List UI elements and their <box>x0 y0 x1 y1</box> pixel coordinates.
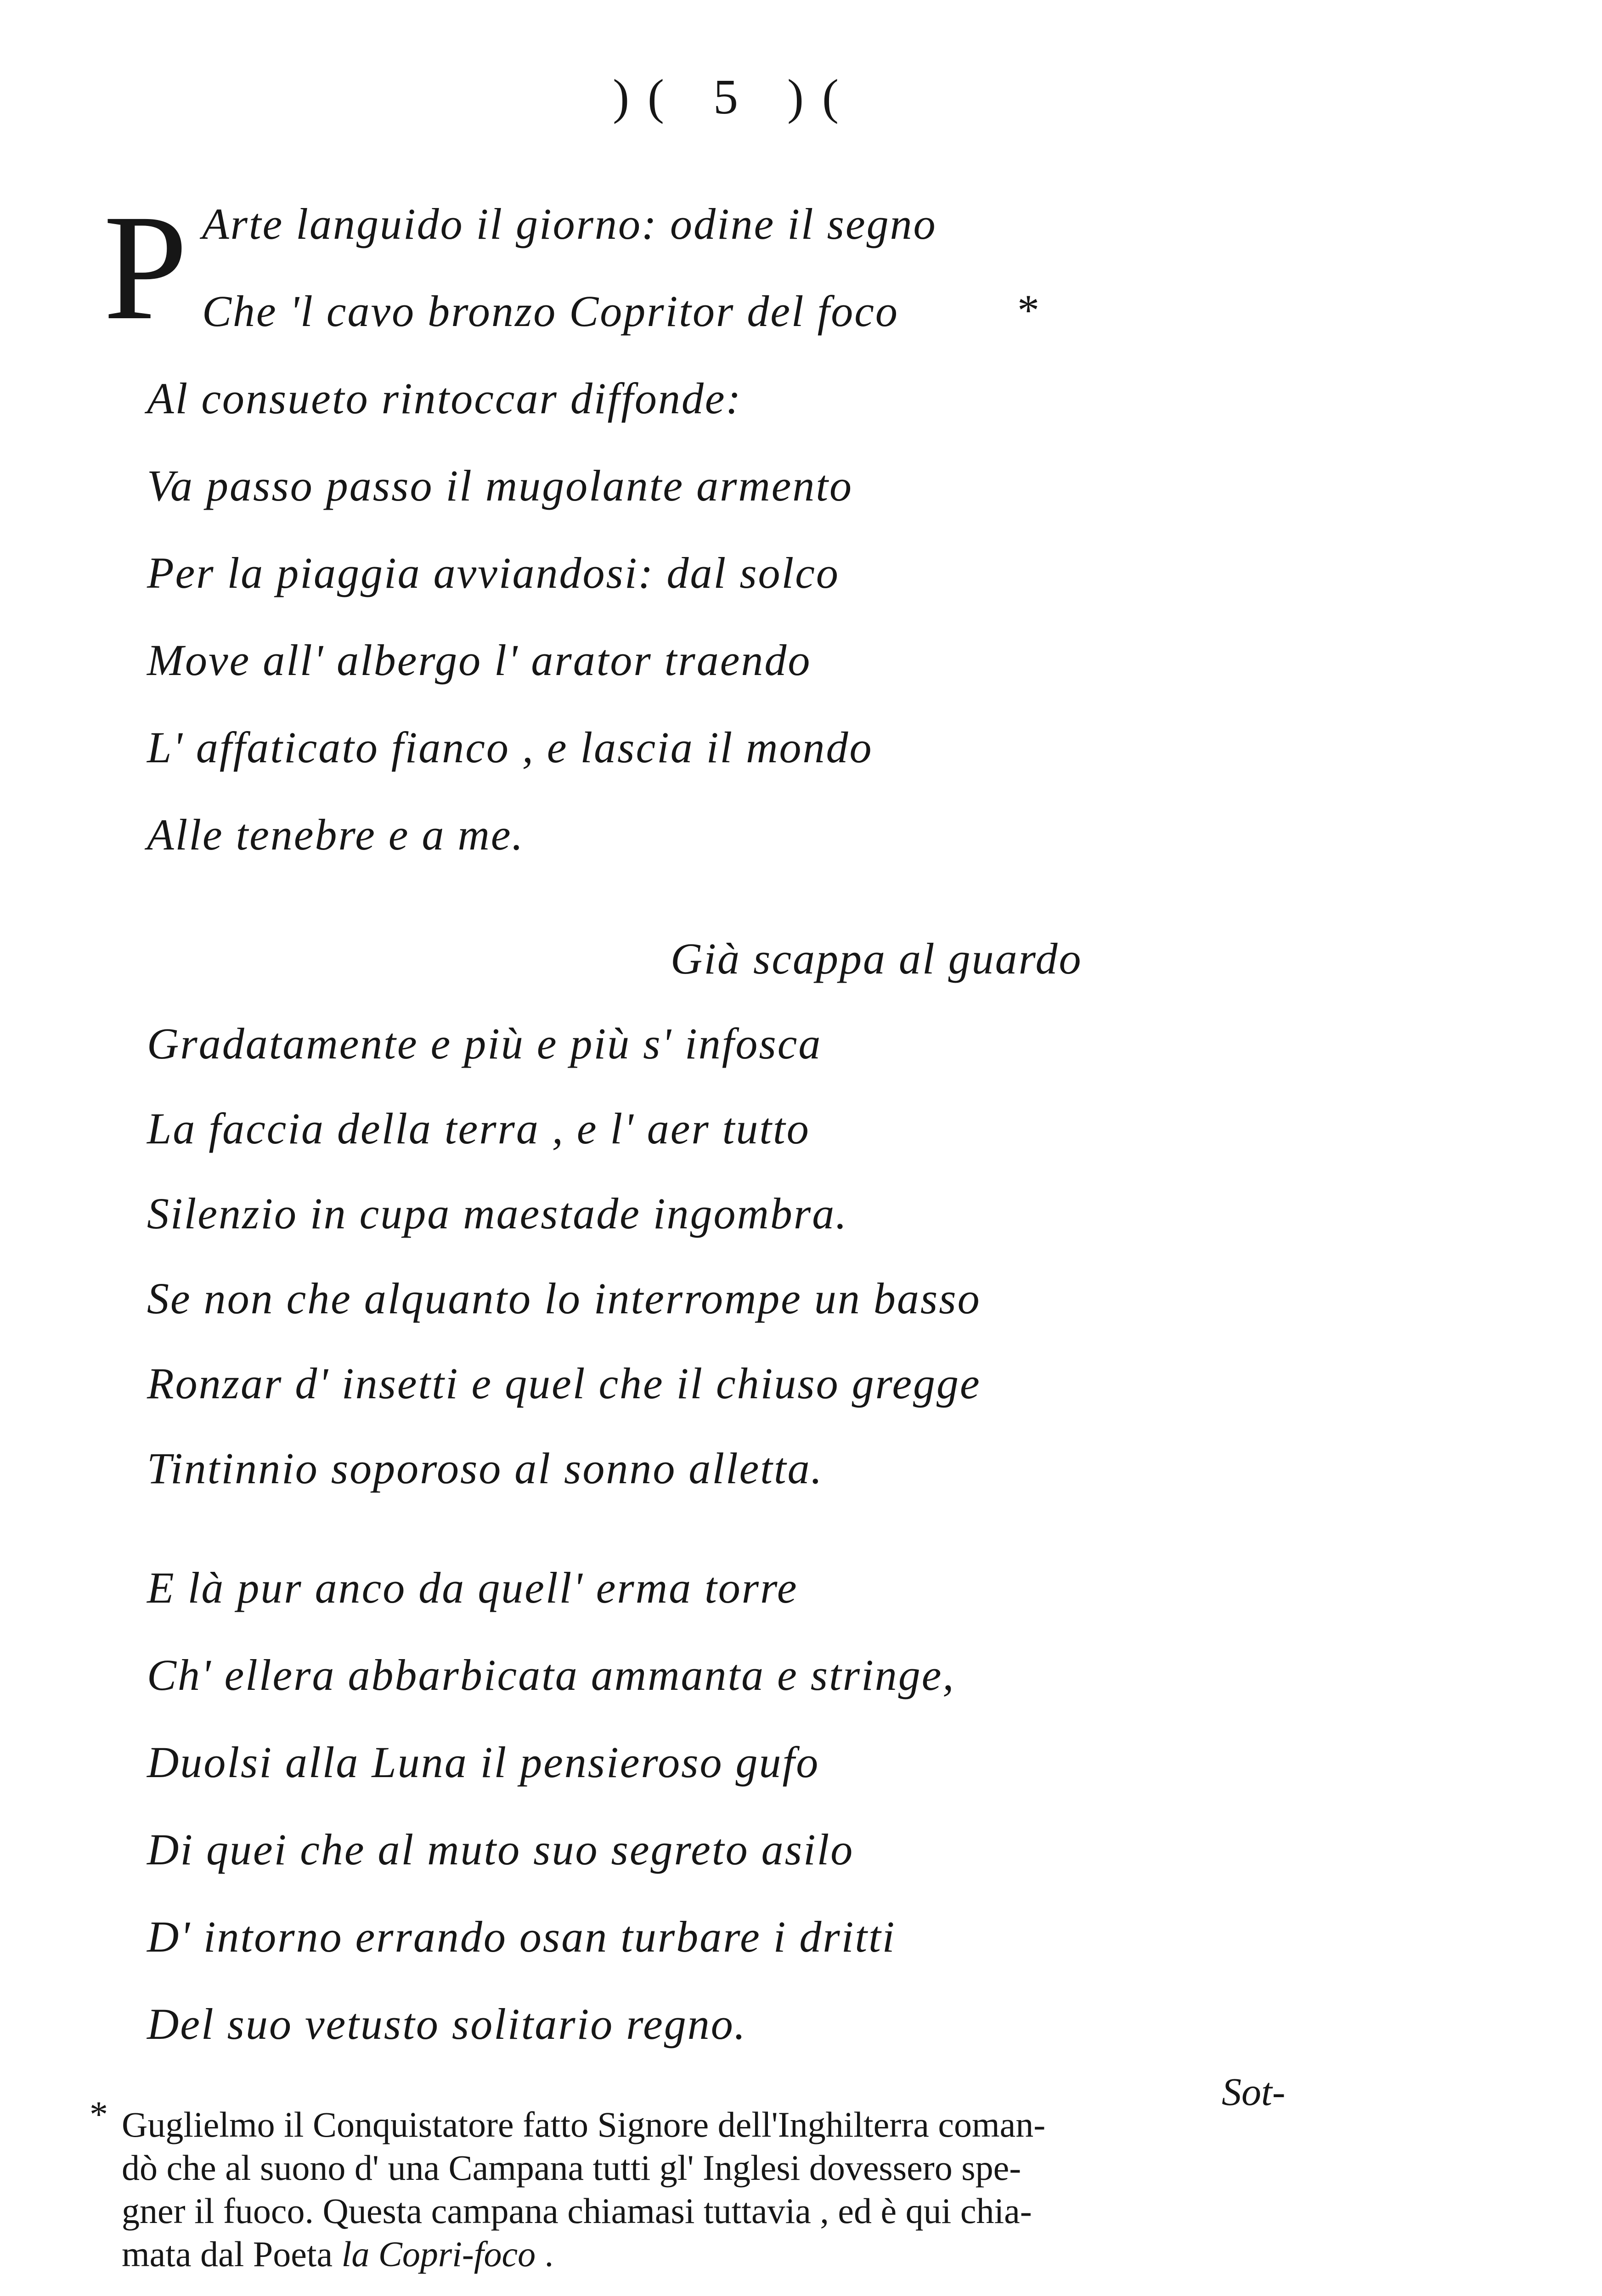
footnote-line-last <box>122 2233 1334 2276</box>
verse-line: D' intorno errando osan turbare i dritti <box>147 1912 896 1961</box>
verse-line: Se non che alquanto lo interrompe un basso <box>147 1274 981 1323</box>
footnote-last-prefix: mata dal Poeta <box>122 2234 333 2274</box>
verse-line: Al consueto rintoccar diffonde: <box>147 374 742 423</box>
footnote-marker: * <box>90 2094 108 2135</box>
verse-line: Del suo vetusto solitario regno. <box>147 1999 747 2048</box>
verse-line: Di quei che al muto suo segreto asilo <box>147 1825 854 1874</box>
verse-line: Silenzio in cupa maestade ingombra. <box>147 1189 848 1238</box>
footnote <box>122 2103 1334 2276</box>
verse-line: Va passo passo il mugolante armento <box>147 461 853 510</box>
catchword: Sot- <box>1222 2070 1286 2114</box>
verse-line: Ronzar d' insetti e quel che il chiuso gregge <box>147 1359 981 1408</box>
verse-line: Che 'l cavo bronzo Copritor del foco <box>202 287 899 336</box>
verse-line: La faccia della terra , e l' aer tutto <box>147 1104 810 1153</box>
drop-cap: P <box>103 184 188 351</box>
verse-line: Tintinnio soporoso al sonno alletta. <box>147 1444 824 1493</box>
verse-line: E là pur anco da quell' erma torre <box>147 1563 798 1612</box>
verse-line: Duolsi alla Luna il pensieroso gufo <box>147 1738 820 1787</box>
footnote-bell-name: la Copri-foco <box>341 2234 536 2274</box>
verse-line: Arte languido il giorno: odine il segno <box>202 199 937 248</box>
verse-line: Per la piaggia avviandosi: dal solco <box>147 548 840 597</box>
verse-line: Gradatamente e più e più s' infosca <box>147 1019 822 1068</box>
footnote-line: gner il fuoco. Questa campana chiamasi tuttavia , ed è qui chia- <box>122 2191 1032 2231</box>
footnote-reference-marker: * <box>1017 286 1039 335</box>
page-number-header: )( 5 )( <box>613 70 857 124</box>
footnote-line: Guglielmo il Conquistatore fatto Signore dell'Inghilterra coman- <box>122 2105 1046 2144</box>
verse-line: Alle tenebre e a me. <box>147 810 525 859</box>
footnote-last-suffix: . <box>544 2234 554 2274</box>
verse-line: Ch' ellera abbarbicata ammanta e stringe, <box>147 1650 955 1699</box>
verse-line: Move all' albergo l' arator traendo <box>147 636 812 685</box>
footnote-line: dò che al suono d' una Campana tutti gl' Inglesi dovessero spe- <box>122 2148 1021 2188</box>
verse-line: Già scappa al guardo <box>671 934 1083 983</box>
verse-line: L' affaticato fianco , e lascia il mondo <box>147 723 873 772</box>
